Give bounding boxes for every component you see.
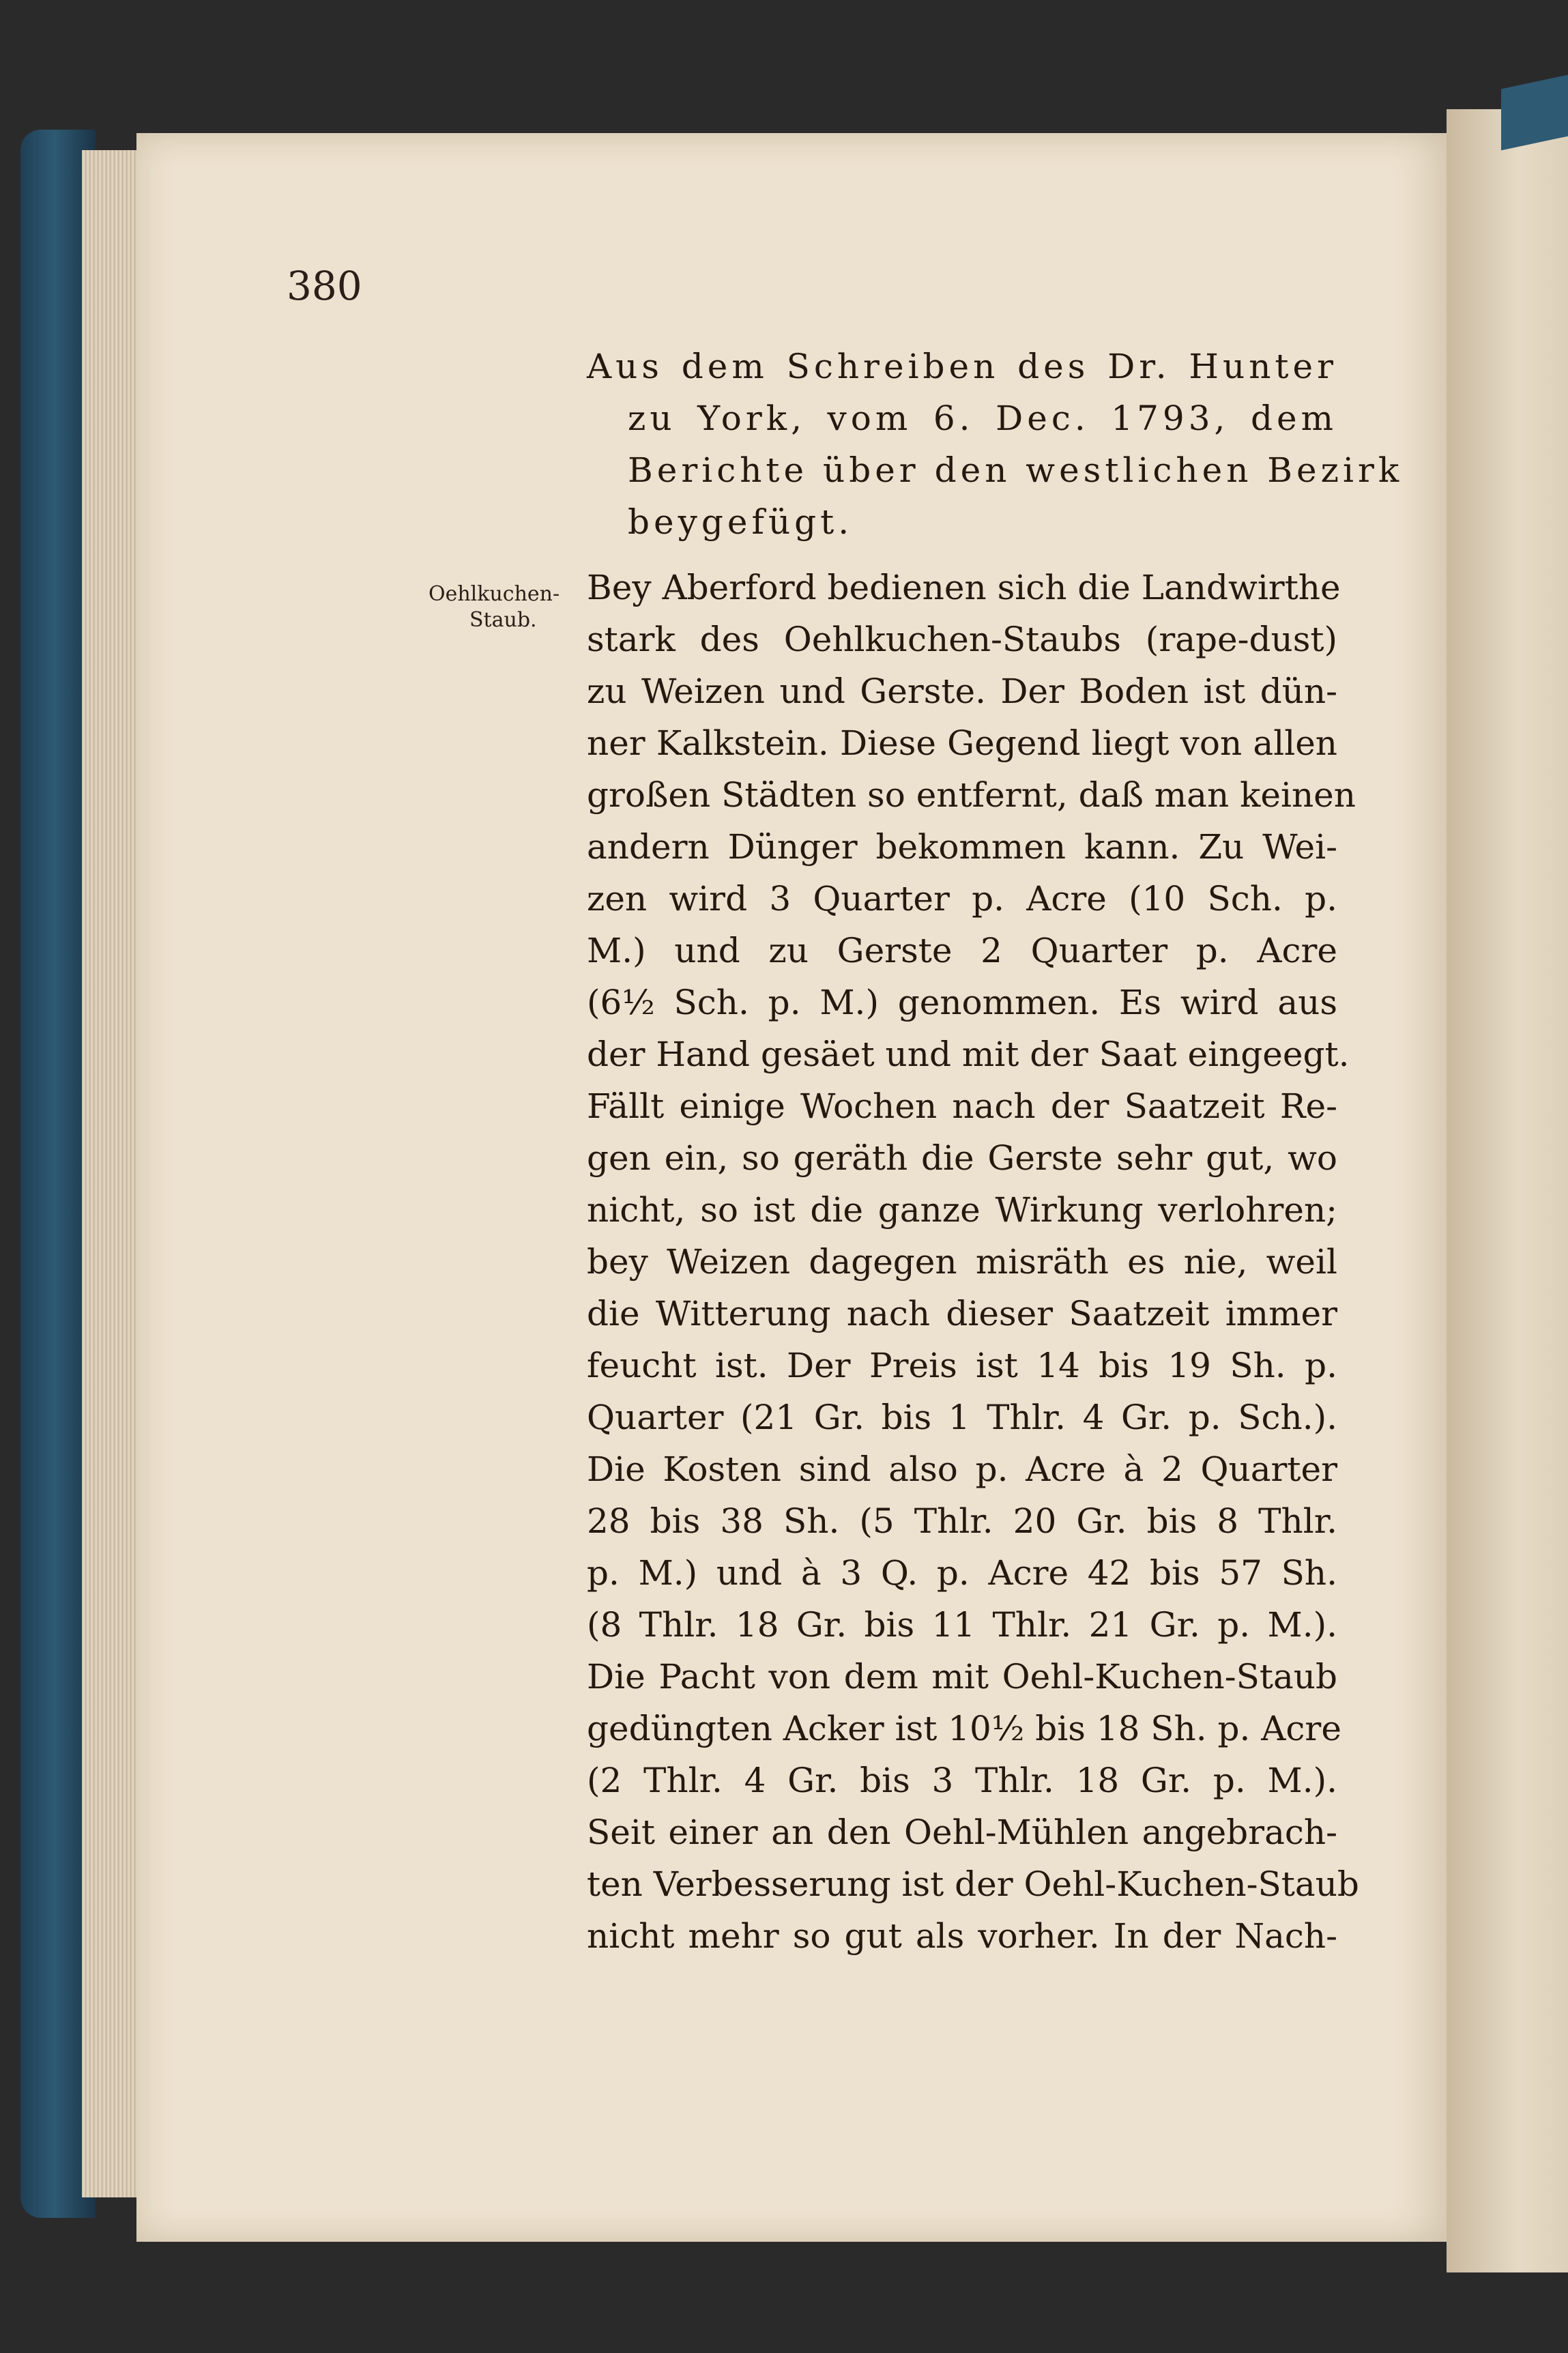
body-line: großen Städten so entfernt, daß man keinen [587, 775, 1356, 815]
body-line: ten Verbesserung ist der Oehl-Kuchen-Staub [587, 1864, 1359, 1904]
body-line: 28 bis 38 Sh. (5 Thlr. 20 Gr. bis 8 Thlr. [587, 1501, 1337, 1541]
body-line: gen ein, so geräth die Gerste sehr gut, wo [587, 1138, 1337, 1178]
body-line: der Hand gesäet und mit der Saat eingeegt. [587, 1035, 1350, 1074]
body-line: p. M.) und à 3 Q. p. Acre 42 bis 57 Sh. [587, 1553, 1337, 1593]
body-line: die Witterung nach dieser Saatzeit immer [587, 1294, 1337, 1333]
body-line: ner Kalkstein. Diese Gegend liegt von allen [587, 723, 1337, 763]
body-line: Die Kosten sind also p. Acre à 2 Quarter [587, 1449, 1337, 1489]
body-line: stark des Oehlkuchen-Staubs (rape-dust) [587, 620, 1337, 659]
body-line: zu Weizen und Gerste. Der Boden ist dün- [587, 672, 1337, 711]
body-line: Quarter (21 Gr. bis 1 Thlr. 4 Gr. p. Sch.). [587, 1398, 1337, 1437]
body-line: Seit einer an den Oehl-Mühlen angebrach- [587, 1813, 1337, 1852]
page-number: 380 [287, 263, 362, 309]
body-line: (6½ Sch. p. M.) genommen. Es wird aus [587, 983, 1337, 1022]
heading-line: zu York, vom 6. Dec. 1793, dem [628, 399, 1337, 438]
heading-line: Aus dem Schreiben des Dr. Hunter [587, 347, 1337, 386]
heading-line: beygefügt. [628, 502, 854, 542]
body-line: M.) und zu Gerste 2 Quarter p. Acre [587, 931, 1337, 970]
margin-note-line: Oehlkuchen- [429, 582, 560, 606]
facing-page-edge [1447, 109, 1568, 2272]
body-line: feucht ist. Der Preis ist 14 bis 19 Sh. p. [587, 1346, 1337, 1385]
body-line: gedüngten Acker ist 10½ bis 18 Sh. p. Acre [587, 1709, 1341, 1748]
body-line: Bey Aberford bedienen sich die Landwirthe [587, 568, 1341, 607]
body-line: bey Weizen dagegen misräth es nie, weil [587, 1242, 1337, 1282]
body-line: nicht mehr so gut als vorher. In der Nach- [587, 1916, 1337, 1956]
body-line: (2 Thlr. 4 Gr. bis 3 Thlr. 18 Gr. p. M.). [587, 1761, 1337, 1800]
body-line: Die Pacht von dem mit Oehl-Kuchen-Staub [587, 1657, 1337, 1697]
body-line: andern Dünger bekommen kann. Zu Wei- [587, 827, 1337, 867]
margin-note [429, 581, 596, 633]
body-line: zen wird 3 Quarter p. Acre (10 Sch. p. [587, 879, 1337, 919]
body-line: Fällt einige Wochen nach der Saatzeit Re- [587, 1086, 1337, 1126]
heading-line: Berichte über den westlichen Bezirk [628, 450, 1404, 490]
body-line: nicht, so ist die ganze Wirkung verlohren; [587, 1190, 1337, 1230]
body-line: (8 Thlr. 18 Gr. bis 11 Thlr. 21 Gr. p. M.). [587, 1605, 1337, 1645]
margin-note-line: Staub. [469, 608, 537, 632]
